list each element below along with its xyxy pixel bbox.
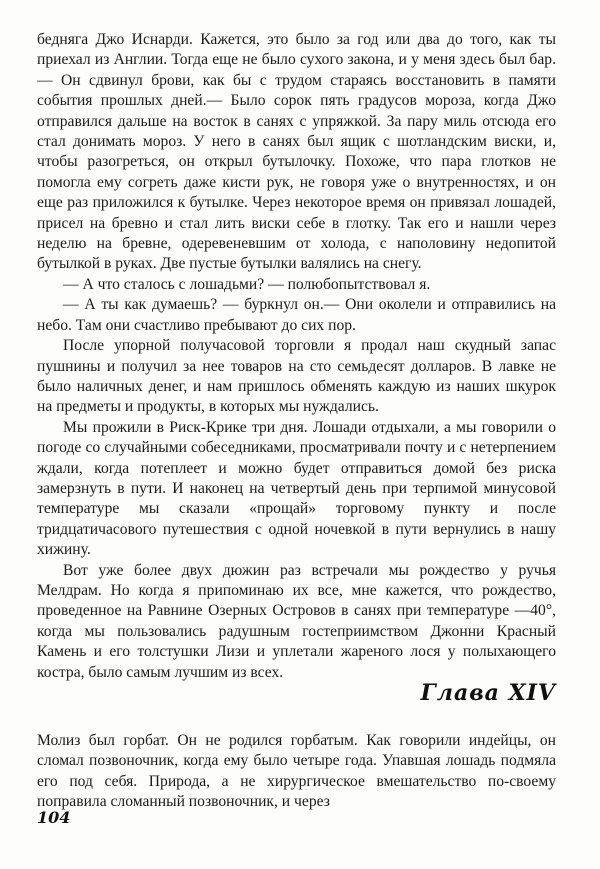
main-text-block <box>37 30 556 683</box>
paragraph-trade: После упорной получасовой торговли я продал наш скудный запас пушнины и получил за нее товаров на сто семьдесят долларов. В лавке не было наличных денег, и нам пришлось обменять каждую из наших шкурок на предметы и продукты, в которых мы нуждались. <box>37 337 556 416</box>
paragraph-christmas: Вот уже более двух дюжин раз встречали мы рождество у ручья Мелдрам. Но когда я припоминаю их все, мне кажется, что рождество, проведенное на Равнине Озерных Островов в санях при температуре —40°, когда мы пользовались радушным гостеприимством Джонни Красный Камень и его толстушки Лизи и уплетали жареного лося у полыхающего костра, было самым лучшим из всех. <box>37 561 556 681</box>
dialogue-answer: — А ты как думаешь? — буркнул он.— Они околели и отправились на небо. Там они счастливо пребывают до сих пор. <box>37 296 556 334</box>
paragraph-continuation: бедняга Джо Иснарди. Кажется, это было за год или два до того, как ты приехал из Англии. Тогда еще не было сухого закона, и у меня здесь был бар.— Он сдвинул брови, как бы с трудом стараясь восстановить в памяти события прошлых дней.— Было сорок пять градусов мороза, когда Джо отправился дальше на восток в санях с упряжкой. За пару миль отсюда его стал донимать мороз. У него в санях был ящик с шотландским виски, и, чтобы разогреться, он открыл бутылочку. Похоже, что пара глотков не помогла ему согреть даже кисти рук, не говоря уже о внутренностях, и он еще раз приложился к бутылке. Через некоторое время он привязал лошадей, присел на бревно и стал лить виски себе в глотку. Так его и нашли через неделю на бревне, одеревеневшим от холода, с наполовину недопитой бутылкой в руках. Две пустые бутылки валялись на снегу. <box>37 31 556 273</box>
chapter-opening-block <box>37 731 556 813</box>
chapter-title: Глава XIV <box>420 680 556 706</box>
page-number: 104 <box>37 808 71 827</box>
chapter-first-paragraph: Молиз был горбат. Он не родился горбатым. Как говорили индейцы, он сломал позвоночник, когда ему было четыре года. Упавшая лошадь подмяла его под себя. Природа, а не хирургическое вмешательство по-своему поправила сломанный позвоночник, и через <box>37 732 556 811</box>
paragraph-risk-creek: Мы прожили в Риск-Крике три дня. Лошади отдыхали, а мы говорили о погоде со случайными собеседниками, просматривали почту и с нетерпением ждали, когда потеплеет и можно будет отправиться домой без риска замерзнуть в пути. И наконец на четвертый день при терпимой минусовой температуре мы сказали «прощай» торговому пункту и после тридцатичасового путешествия с одной ночевкой в пути вернулись в нашу хижину. <box>37 418 556 559</box>
dialogue-question: — А что сталось с лошадьми? — полюбопытствовал я. <box>63 275 431 293</box>
